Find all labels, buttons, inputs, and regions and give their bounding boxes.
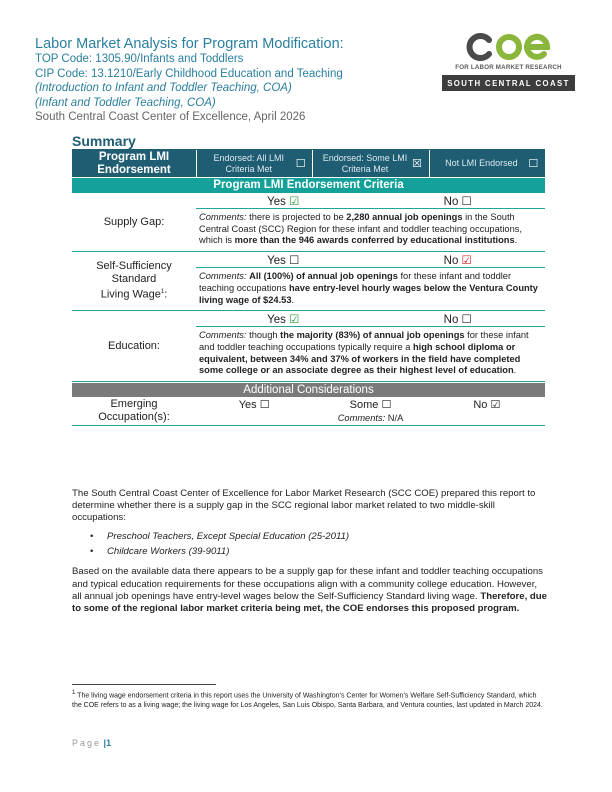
body-text bbox=[72, 488, 547, 622]
endorsement-label: Program LMI Endorsement bbox=[72, 150, 196, 177]
criteria-label: Education: bbox=[108, 339, 160, 352]
list-item: • Childcare Workers (39-9011) bbox=[90, 546, 547, 558]
yes-no-row bbox=[196, 193, 545, 209]
no-label: No bbox=[443, 254, 459, 267]
emerging-options bbox=[196, 397, 545, 411]
criteria-label: Self-Sufficiency Standard Living Wage$^1$: bbox=[96, 260, 172, 301]
org-date: South Central Coast Center of Excellence, April 2026 bbox=[35, 111, 306, 123]
emerging-comment: Comments: N/A bbox=[337, 413, 404, 424]
option-label: Endorsed: Some LMI Criteria Met bbox=[322, 152, 408, 174]
criteria-comment: Comments: there is projected to be 2,280 annual job openings in the South Central Coast (SCC) Region for these infant and toddler teaching occupations, which is more than the 946 awards conferred by educational institutions. bbox=[199, 212, 522, 246]
additional-considerations-header: Additional Considerations bbox=[72, 383, 545, 397]
checkbox-icon: ☐ bbox=[528, 158, 539, 170]
checkbox-icon: ☐ bbox=[295, 158, 306, 170]
document-header bbox=[35, 36, 395, 125]
report-title: Labor Market Analysis for Program Modification: bbox=[35, 36, 344, 52]
criteria-education bbox=[72, 311, 545, 382]
checkbox-icon: ☐ bbox=[461, 195, 472, 208]
logo-band: SOUTH CENTRAL COAST bbox=[442, 75, 575, 91]
list-item: • Preschool Teachers, Except Special Education (25-2011) bbox=[90, 531, 547, 543]
criteria-label: Emerging Occupation(s): bbox=[98, 398, 170, 424]
criteria-emerging bbox=[72, 397, 545, 426]
yes-no-row bbox=[196, 311, 545, 327]
endorsement-row bbox=[72, 150, 545, 178]
conclusion-paragraph: Based on the available data there appears to be a supply gap for these infant and toddler teaching occupations and typical education requirements for these occupations align with a community college education. However, all annual job openings have entry-level wages below the Self-Sufficiency Standard living wage. Therefore, due to some of the regional labor market criteria being met, the COE endorses this proposed program. bbox=[72, 566, 547, 614]
endorsement-option-not bbox=[429, 150, 545, 177]
logo-subtitle: FOR LABOR MARKET RESEARCH bbox=[455, 64, 562, 71]
criteria-living-wage bbox=[72, 252, 545, 311]
coe-logo bbox=[442, 33, 575, 91]
emerging-yes: Yes ☐ bbox=[238, 398, 270, 411]
checkbox-checked-icon: ☑ bbox=[289, 195, 300, 208]
occupation-list bbox=[90, 531, 547, 558]
checkbox-icon: ☐ bbox=[289, 254, 300, 267]
option-label: Endorsed: All LMI Criteria Met bbox=[213, 152, 284, 174]
cip-code: CIP Code: 13.1210/Early Childhood Education and Teaching bbox=[35, 67, 343, 80]
summary-section bbox=[72, 134, 545, 426]
criteria-header: Program LMI Endorsement Criteria bbox=[72, 178, 545, 193]
footnote: $^1$ The living wage endorsement criteria in this report uses the University of Washington’s Center for Women’s Welfare Self-Sufficiency Standard, which the COE refers to as a living wage; the living wage for Los Angeles, San Luis Obispo, Santa Barbara, and Ventura counties, last updated in March 2024. bbox=[72, 690, 543, 709]
criteria-comment: Comments: All (100%) of annual job openings for these infant and toddler teaching occupations have entry-level hourly wages below the Ventura County living wage of $24.53. bbox=[199, 271, 538, 305]
intro-paragraph: The South Central Coast Center of Excellence for Labor Market Research (SCC COE) prepared this report to determine whether there is a supply gap in the SCC regional labor market related to two middle-skill occupations: bbox=[72, 488, 536, 524]
yes-label: Yes bbox=[267, 195, 286, 208]
criteria-label: Supply Gap: bbox=[103, 215, 165, 228]
option-label: Not LMI Endorsed bbox=[445, 158, 518, 168]
emerging-no: No ☑ bbox=[473, 398, 501, 411]
endorsement-option-all bbox=[196, 150, 312, 177]
yes-no-row bbox=[196, 252, 545, 268]
program-course-2: (Infant and Toddler Teaching, COA) bbox=[35, 96, 216, 109]
no-label: No bbox=[443, 313, 459, 326]
endorsement-option-some bbox=[312, 150, 428, 177]
checkbox-checked-icon: ☒ bbox=[412, 158, 422, 170]
checkbox-checked-icon: ☑ bbox=[289, 313, 300, 326]
coe-logo-mark bbox=[465, 33, 553, 61]
checkbox-icon: ☐ bbox=[461, 313, 472, 326]
program-course-1: (Introduction to Infant and Toddler Teaching, COA) bbox=[35, 82, 292, 94]
page-number: Page |1 bbox=[72, 738, 112, 748]
yes-label: Yes bbox=[267, 254, 286, 267]
yes-label: Yes bbox=[267, 313, 286, 326]
footnote-divider bbox=[72, 684, 216, 685]
top-code: TOP Code: 1305.90/Infants and Toddlers bbox=[35, 53, 244, 65]
criteria-comment: Comments: though the majority (83%) of annual job openings for these infant and toddler teaching occupations typically require a high school diploma or equivalent, between 34% and 37% of workers in the field have completed some college or an associate degree as their highest level of education. bbox=[199, 330, 529, 376]
summary-title: Summary bbox=[72, 134, 545, 150]
criteria-supply-gap bbox=[72, 193, 545, 252]
checkbox-checked-icon: ☑ bbox=[461, 254, 472, 267]
no-label: No bbox=[443, 195, 459, 208]
emerging-some: Some ☐ bbox=[349, 398, 392, 411]
